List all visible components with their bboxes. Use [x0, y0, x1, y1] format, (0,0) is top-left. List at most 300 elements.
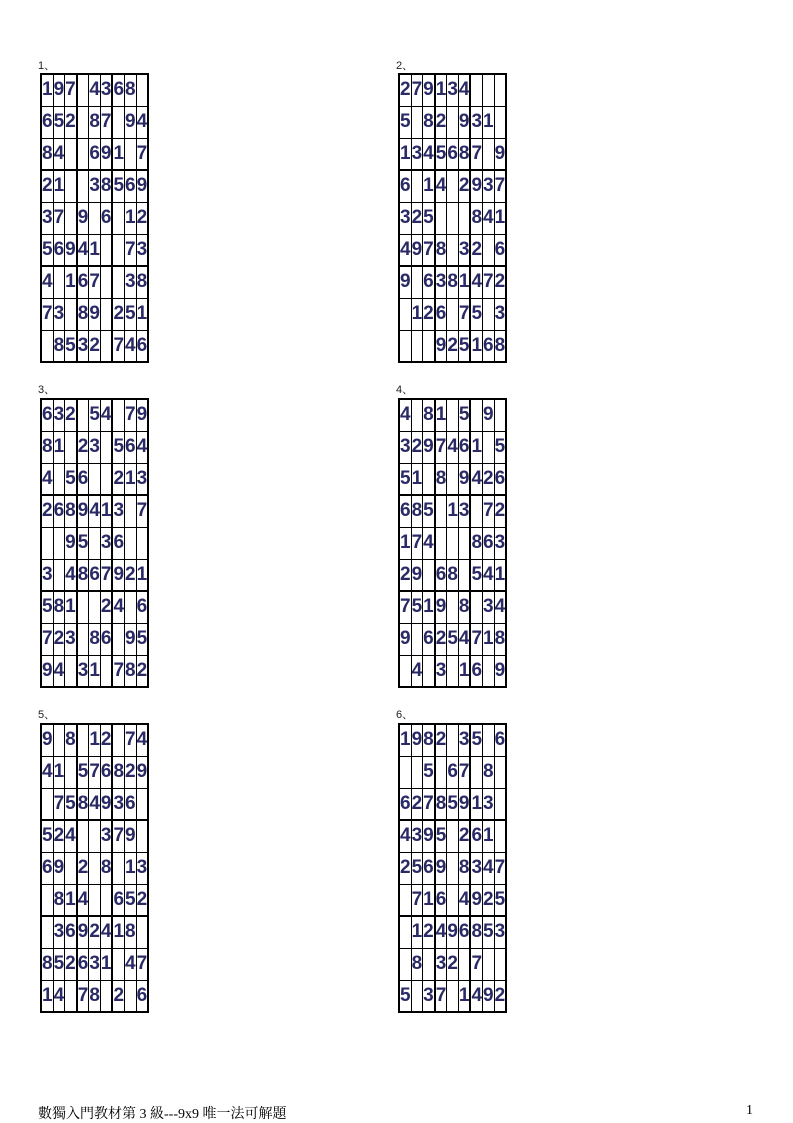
grid-cell: 7: [470, 948, 482, 980]
grid-cell: 2: [77, 852, 89, 884]
grid-cell: 2: [125, 756, 137, 788]
grid-cell: 3: [470, 106, 482, 138]
grid-cell: 4: [470, 980, 482, 1012]
grid-cell: 8: [53, 884, 65, 916]
grid-cell: 9: [494, 138, 506, 170]
grid-cell: 9: [411, 724, 423, 756]
grid-cell: 2: [136, 884, 148, 916]
grid-cell: 1: [470, 431, 482, 463]
grid-cell: 3: [458, 724, 470, 756]
grid-cell: 3: [136, 852, 148, 884]
grid-cell: 2: [399, 74, 411, 106]
grid-cell: 4: [41, 463, 53, 495]
grid-cell: [41, 330, 53, 362]
grid-cell: [423, 655, 435, 687]
grid-cell: 3: [41, 559, 53, 591]
grid-cell: 1: [458, 266, 470, 298]
grid-cell: [100, 980, 112, 1012]
grid-cell: 9: [77, 916, 89, 948]
grid-cell: [89, 463, 101, 495]
grid-cell: [100, 234, 112, 266]
grid-row: [399, 266, 506, 298]
grid-row: [41, 170, 148, 202]
grid-cell: [65, 170, 77, 202]
grid-cell: 6: [435, 298, 447, 330]
grid-row: [41, 724, 148, 756]
grid-row: [399, 330, 506, 362]
grid-cell: 9: [41, 655, 53, 687]
grid-cell: 7: [112, 820, 124, 852]
grid-cell: 1: [136, 559, 148, 591]
grid-cell: [112, 202, 124, 234]
grid-cell: 6: [435, 559, 447, 591]
grid-cell: 4: [483, 852, 495, 884]
grid-cell: 5: [494, 884, 506, 916]
grid-cell: 8: [89, 106, 101, 138]
grid-cell: 8: [100, 170, 112, 202]
grid-cell: [65, 298, 77, 330]
grid-cell: [470, 399, 482, 431]
grid-cell: 2: [458, 820, 470, 852]
grid-cell: 6: [423, 852, 435, 884]
grid-cell: [65, 138, 77, 170]
grid-row: [399, 234, 506, 266]
grid-row: [399, 495, 506, 527]
grid-row: [41, 788, 148, 820]
grid-cell: [77, 399, 89, 431]
grid-cell: 2: [399, 852, 411, 884]
grid-cell: 8: [423, 724, 435, 756]
grid-cell: 6: [423, 623, 435, 655]
grid-cell: [112, 724, 124, 756]
grid-cell: 6: [447, 756, 459, 788]
grid-cell: 1: [483, 820, 495, 852]
grid-cell: [53, 463, 65, 495]
grid-cell: 1: [494, 559, 506, 591]
grid-cell: 4: [423, 527, 435, 559]
grid-cell: [494, 948, 506, 980]
grid-cell: 4: [136, 431, 148, 463]
grid-cell: 7: [470, 138, 482, 170]
grid-cell: 8: [89, 623, 101, 655]
grid-cell: 6: [399, 495, 411, 527]
grid-cell: 3: [483, 591, 495, 623]
grid-cell: 3: [136, 234, 148, 266]
grid-row: [41, 74, 148, 106]
grid-row: [399, 202, 506, 234]
grid-row: [41, 980, 148, 1012]
grid-cell: [136, 788, 148, 820]
grid-cell: 2: [112, 298, 124, 330]
grid-cell: 9: [100, 138, 112, 170]
grid-cell: 7: [125, 724, 137, 756]
grid-cell: 7: [77, 980, 89, 1012]
grid-cell: 1: [125, 852, 137, 884]
grid-cell: 5: [53, 948, 65, 980]
grid-cell: [125, 980, 137, 1012]
grid-cell: [411, 266, 423, 298]
grid-cell: 5: [77, 527, 89, 559]
grid-cell: 6: [447, 138, 459, 170]
grid-cell: 1: [65, 591, 77, 623]
grid-cell: 8: [411, 495, 423, 527]
grid-cell: 6: [470, 655, 482, 687]
grid-cell: [470, 495, 482, 527]
grid-row: [399, 298, 506, 330]
grid-cell: 3: [399, 202, 411, 234]
grid-cell: 9: [483, 980, 495, 1012]
grid-cell: 1: [41, 980, 53, 1012]
grid-cell: 3: [136, 463, 148, 495]
grid-row: [399, 431, 506, 463]
grid-cell: 4: [53, 980, 65, 1012]
grid-cell: [53, 266, 65, 298]
grid-cell: [399, 884, 411, 916]
grid-cell: 4: [100, 399, 112, 431]
grid-cell: 6: [77, 463, 89, 495]
grid-cell: 6: [89, 138, 101, 170]
grid-cell: 6: [136, 980, 148, 1012]
grid-cell: [53, 527, 65, 559]
grid-cell: 3: [100, 74, 112, 106]
grid-cell: 5: [136, 623, 148, 655]
grid-cell: 8: [447, 559, 459, 591]
grid-row: [41, 330, 148, 362]
grid-cell: 6: [458, 431, 470, 463]
grid-cell: 8: [411, 948, 423, 980]
grid-cell: 7: [411, 527, 423, 559]
grid-cell: 8: [77, 559, 89, 591]
grid-cell: 4: [458, 74, 470, 106]
grid-row: [399, 559, 506, 591]
grid-cell: 2: [136, 655, 148, 687]
grid-cell: [483, 431, 495, 463]
grid-cell: 1: [53, 170, 65, 202]
grid-row: [399, 74, 506, 106]
grid-cell: 6: [136, 591, 148, 623]
grid-cell: 1: [65, 266, 77, 298]
grid-cell: 9: [53, 74, 65, 106]
grid-cell: 4: [89, 495, 101, 527]
grid-cell: [65, 980, 77, 1012]
grid-cell: [65, 202, 77, 234]
grid-cell: 3: [423, 980, 435, 1012]
grid-cell: [470, 756, 482, 788]
grid-cell: 3: [483, 788, 495, 820]
grid-cell: 5: [458, 399, 470, 431]
grid-cell: [399, 916, 411, 948]
grid-row: [399, 724, 506, 756]
puzzle-number-label: 3、: [38, 384, 56, 396]
grid-cell: 6: [435, 884, 447, 916]
grid-cell: 9: [435, 852, 447, 884]
grid-cell: 1: [483, 106, 495, 138]
grid-cell: [41, 527, 53, 559]
grid-cell: 5: [125, 884, 137, 916]
grid-cell: 1: [399, 724, 411, 756]
grid-cell: 9: [125, 623, 137, 655]
grid-cell: [411, 399, 423, 431]
grid-cell: 9: [470, 884, 482, 916]
grid-cell: 9: [447, 916, 459, 948]
grid-cell: [399, 948, 411, 980]
grid-cell: [89, 527, 101, 559]
grid-row: [399, 591, 506, 623]
grid-cell: 5: [423, 202, 435, 234]
grid-cell: 5: [112, 431, 124, 463]
grid-cell: 8: [77, 298, 89, 330]
grid-cell: 3: [89, 948, 101, 980]
grid-cell: 9: [53, 852, 65, 884]
grid-cell: 3: [447, 74, 459, 106]
grid-cell: 5: [435, 138, 447, 170]
grid-cell: 6: [53, 495, 65, 527]
grid-cell: 9: [494, 655, 506, 687]
grid-cell: [494, 74, 506, 106]
grid-cell: 9: [483, 399, 495, 431]
grid-cell: 9: [77, 495, 89, 527]
grid-cell: 2: [136, 202, 148, 234]
grid-cell: 2: [423, 298, 435, 330]
grid-cell: [399, 655, 411, 687]
grid-cell: 4: [100, 916, 112, 948]
grid-cell: 5: [41, 820, 53, 852]
grid-cell: 6: [494, 463, 506, 495]
grid-cell: 9: [65, 234, 77, 266]
grid-cell: 8: [125, 916, 137, 948]
grid-cell: 1: [100, 495, 112, 527]
grid-cell: [77, 170, 89, 202]
grid-cell: 4: [112, 591, 124, 623]
grid-cell: [483, 948, 495, 980]
grid-row: [399, 399, 506, 431]
grid-cell: 2: [447, 330, 459, 362]
grid-cell: 6: [423, 266, 435, 298]
grid-cell: 5: [470, 724, 482, 756]
grid-cell: 8: [125, 74, 137, 106]
page-number: 1: [746, 1103, 753, 1118]
grid-cell: 6: [470, 820, 482, 852]
grid-cell: 7: [483, 495, 495, 527]
grid-cell: [77, 623, 89, 655]
grid-cell: 2: [399, 559, 411, 591]
grid-row: [41, 234, 148, 266]
grid-cell: [112, 106, 124, 138]
grid-cell: 1: [470, 330, 482, 362]
grid-cell: 2: [53, 623, 65, 655]
grid-cell: 1: [483, 623, 495, 655]
grid-cell: 8: [112, 756, 124, 788]
grid-cell: 3: [112, 495, 124, 527]
grid-cell: 2: [53, 820, 65, 852]
grid-row: [399, 884, 506, 916]
grid-cell: [494, 820, 506, 852]
grid-cell: 7: [41, 623, 53, 655]
grid-row: [41, 399, 148, 431]
grid-cell: 1: [112, 138, 124, 170]
grid-cell: 9: [136, 170, 148, 202]
grid-cell: [112, 266, 124, 298]
grid-cell: 4: [399, 399, 411, 431]
grid-cell: 9: [399, 623, 411, 655]
grid-cell: 2: [112, 463, 124, 495]
grid-cell: 3: [411, 138, 423, 170]
grid-cell: [53, 724, 65, 756]
grid-cell: [447, 820, 459, 852]
grid-cell: 3: [77, 330, 89, 362]
grid-cell: 6: [494, 724, 506, 756]
grid-cell: 8: [136, 266, 148, 298]
grid-cell: 2: [41, 170, 53, 202]
grid-cell: 2: [100, 724, 112, 756]
grid-cell: 7: [100, 559, 112, 591]
grid-cell: 2: [65, 399, 77, 431]
grid-cell: 4: [458, 623, 470, 655]
grid-cell: 6: [125, 431, 137, 463]
grid-cell: [77, 820, 89, 852]
grid-cell: 5: [435, 820, 447, 852]
grid-cell: 3: [470, 852, 482, 884]
grid-cell: 9: [423, 431, 435, 463]
grid-row: [41, 495, 148, 527]
grid-cell: 6: [100, 202, 112, 234]
grid-cell: 8: [423, 399, 435, 431]
grid-cell: 8: [435, 234, 447, 266]
grid-cell: 3: [483, 170, 495, 202]
grid-row: [399, 106, 506, 138]
grid-cell: 6: [41, 106, 53, 138]
grid-cell: 2: [423, 916, 435, 948]
grid-cell: 8: [53, 330, 65, 362]
grid-cell: 6: [100, 623, 112, 655]
grid-cell: [423, 330, 435, 362]
grid-cell: 6: [112, 527, 124, 559]
grid-cell: 9: [65, 527, 77, 559]
grid-cell: 2: [483, 463, 495, 495]
grid-cell: 2: [41, 495, 53, 527]
grid-cell: 5: [112, 170, 124, 202]
grid-cell: 7: [41, 298, 53, 330]
grid-cell: 5: [41, 234, 53, 266]
grid-cell: 5: [399, 980, 411, 1012]
sudoku-grid: [398, 73, 507, 363]
grid-row: [41, 820, 148, 852]
grid-cell: 3: [53, 298, 65, 330]
grid-cell: 6: [112, 884, 124, 916]
grid-row: [41, 202, 148, 234]
grid-cell: 9: [136, 399, 148, 431]
grid-cell: 9: [41, 724, 53, 756]
grid-cell: 9: [411, 559, 423, 591]
grid-row: [399, 948, 506, 980]
grid-cell: [41, 916, 53, 948]
grid-cell: 3: [458, 495, 470, 527]
grid-cell: 5: [470, 298, 482, 330]
grid-cell: 6: [41, 852, 53, 884]
grid-cell: 5: [65, 788, 77, 820]
grid-cell: 4: [494, 591, 506, 623]
grid-cell: [112, 234, 124, 266]
grid-cell: 8: [100, 852, 112, 884]
grid-cell: 8: [65, 495, 77, 527]
grid-cell: [136, 820, 148, 852]
grid-cell: 8: [41, 948, 53, 980]
grid-cell: 4: [65, 820, 77, 852]
grid-cell: [447, 884, 459, 916]
grid-cell: 8: [458, 852, 470, 884]
grid-cell: 1: [470, 788, 482, 820]
grid-cell: 9: [458, 788, 470, 820]
grid-cell: [483, 655, 495, 687]
grid-cell: 8: [53, 591, 65, 623]
grid-cell: 7: [125, 399, 137, 431]
grid-cell: [470, 74, 482, 106]
grid-cell: 8: [483, 756, 495, 788]
grid-cell: [100, 463, 112, 495]
grid-cell: [447, 527, 459, 559]
grid-cell: [100, 298, 112, 330]
grid-row: [41, 623, 148, 655]
grid-cell: 2: [411, 202, 423, 234]
puzzle-number-label: 6、: [396, 709, 414, 721]
grid-cell: [100, 884, 112, 916]
grid-cell: 4: [423, 138, 435, 170]
grid-cell: 3: [112, 788, 124, 820]
grid-cell: [470, 591, 482, 623]
grid-cell: [435, 495, 447, 527]
grid-row: [41, 655, 148, 687]
grid-row: [41, 852, 148, 884]
grid-cell: [65, 655, 77, 687]
grid-cell: 4: [77, 884, 89, 916]
grid-cell: 7: [458, 756, 470, 788]
grid-cell: 7: [470, 623, 482, 655]
grid-cell: 7: [53, 788, 65, 820]
grid-cell: 1: [411, 298, 423, 330]
grid-cell: [100, 266, 112, 298]
grid-cell: 9: [423, 820, 435, 852]
grid-cell: 3: [89, 431, 101, 463]
grid-cell: [65, 852, 77, 884]
grid-cell: [399, 756, 411, 788]
grid-cell: [112, 948, 124, 980]
grid-row: [41, 591, 148, 623]
grid-cell: 5: [411, 852, 423, 884]
grid-cell: [447, 399, 459, 431]
grid-cell: [89, 591, 101, 623]
grid-cell: 3: [458, 234, 470, 266]
grid-cell: [447, 298, 459, 330]
grid-cell: 8: [470, 527, 482, 559]
grid-cell: 4: [435, 916, 447, 948]
grid-cell: 1: [112, 916, 124, 948]
grid-cell: 1: [125, 463, 137, 495]
grid-cell: 3: [494, 527, 506, 559]
puzzle-number-label: 1、: [38, 60, 56, 72]
grid-cell: 6: [458, 916, 470, 948]
grid-cell: [494, 106, 506, 138]
grid-cell: 9: [470, 170, 482, 202]
grid-cell: 3: [435, 266, 447, 298]
grid-cell: 1: [423, 170, 435, 202]
grid-cell: [112, 623, 124, 655]
grid-cell: [447, 852, 459, 884]
grid-cell: 3: [65, 623, 77, 655]
grid-cell: [112, 399, 124, 431]
grid-cell: 3: [125, 266, 137, 298]
grid-cell: 4: [447, 431, 459, 463]
grid-cell: [483, 74, 495, 106]
